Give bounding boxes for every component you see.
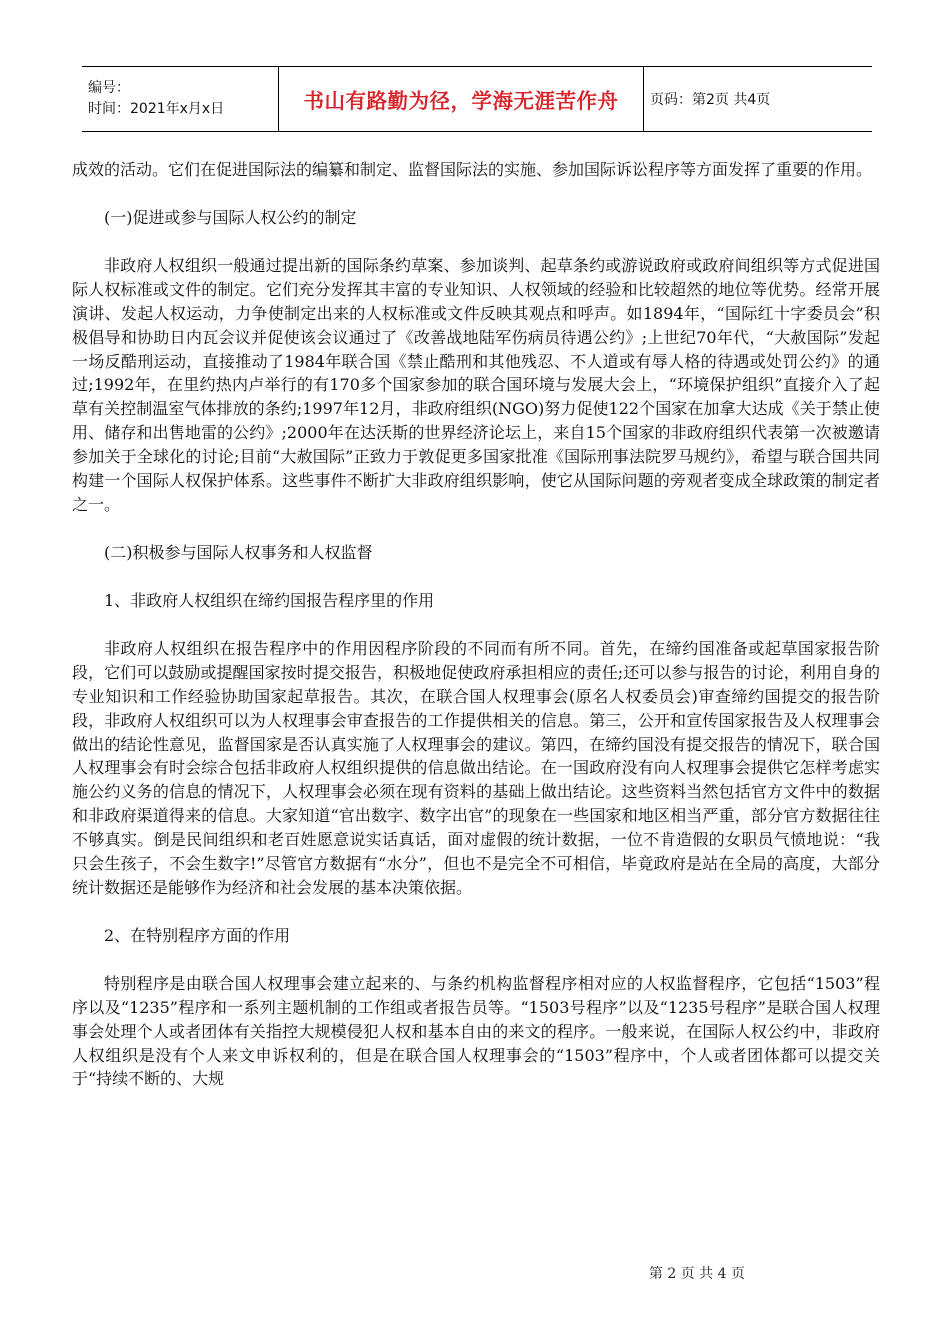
paragraph-reporting-procedure: 非政府人权组织在报告程序中的作用因程序阶段的不同而有所不同。首先，在缔约国准备或起草国家报告阶段，它们可以鼓励或提醒国家按时提交报告，积极地促使政府承担相应的责任;还可以参与报告的讨论，利用自身的专业知识和工作经验协助国家起草报告。其次，在联合国人权理事会(原名人权委员会)审查缔约国提交的报告阶段，非政府人权组织可以为人权理事会审查报告的工作提供相关的信息。第三，公开和宣传国家报告及人权理事会做出的结论性意见，监督国家是否认真实施了人权理事会的建议。第四，在缔约国没有提交报告的情况下，联合国人权理事会有时会综合包括非政府人权组织提供的信息做出结论。在一国政府没有向人权理事会提供它怎样考虑实施公约义务的信息的情况下，人权理事会必须在现有资料的基础上做出结论。这些资料当然包括官方文件中的数据和非政府渠道得来的信息。大家知道“官出数字、数字出官”的现象在一些国家和地区相当严重，部分官方数据往往不够真实。倒是民间组织和老百姓愿意说实话真话，面对虚假的统计数据，一位不肯造假的女职员气愤地说：“我只会生孩子，不会生数字!”尽管官方数据有“水分”，但也不是完全不可相信，毕竟政府是站在全局的高度，大部分统计数据还是能够作为经济和社会发展的基本决策依据。 <box>72 638 880 897</box>
paragraph-treaty-making: 非政府人权组织一般通过提出新的国际条约草案、参加谈判、起草条约或游说政府或政府间组织等方式促进国际人权标准或文件的制定。它们充分发挥其丰富的专业知识、人权领域的经验和比较超然的地位等优势。经常开展演讲、发起人权运动，力争使制定出来的人权标准或文件反映其观点和呼声。如1894年，“国际红十字委员会”积极倡导和协助日内瓦会议并促使该会议通过了《改善战地陆军伤病员待遇公约》;上世纪70年代，“大赦国际”发起一场反酷刑运动，直接推动了1984年联合国《禁止酷刑和其他残忍、不人道或有辱人格的待遇或处罚公约》的通过;1992年，在里约热内卢举行的有170多个国家参加的联合国环境与发展大会上，“环境保护组织”直接介入了起草有关控制温室气体排放的条约;1997年12月，非政府组织(NGO)努力促使122个国家在加拿大达成《关于禁止使用、储存和出售地雷的公约》;2000年在达沃斯的世界经济论坛上，来自15个国家的非政府组织代表第一次被邀请参加关于全球化的讨论;目前“大赦国际”正致力于敦促更多国家批准《国际刑事法院罗马规约》，希望与联合国共同构建一个国际人权保护体系。这些事件不断扩大非政府组织影响，使它从国际问题的旁观者变成全球政策的制定者之一。 <box>72 255 880 514</box>
header-page-number: 页码：第2页 共4页 <box>650 92 771 108</box>
header-motto-cell <box>279 67 644 131</box>
section-heading-1: (一)促进或参与国际人权公约的制定 <box>104 207 357 227</box>
subsection-heading-1: 1、非政府人权组织在缔约国报告程序里的作用 <box>104 590 435 610</box>
header-motto: 书山有路勤为径，学海无涯苦作舟 <box>303 89 619 113</box>
paragraph-special-procedures: 特别程序是由联合国人权理事会建立起来的、与条约机构监督程序相对应的人权监督程序，它包括“1503”程序以及“1235”程序和一系列主题机制的工作组或者报告员等。“1503号程序”以及“1235号程序”是联合国人权理事会处理个人或者团体有关指控大规模侵犯人权和基本自由的来文的程序。一般来说，在国际人权公约中，非政府人权组织是没有个人来文申诉权利的，但是在联合国人权理事会的“1503”程序中，个人或者团体都可以提交关于“持续不断的、大规 <box>72 973 880 1089</box>
section-heading-2: (二)积极参与国际人权事务和人权监督 <box>104 542 373 562</box>
header-meta <box>82 67 279 131</box>
document-number-label: 编号： <box>88 80 130 96</box>
paragraph-continuation: 成效的活动。它们在促进国际法的编纂和制定、监督国际法的实施、参加国际诉讼程序等方面发挥了重要的作用。 <box>72 160 873 179</box>
document-body <box>72 158 880 1091</box>
page-header <box>82 66 872 132</box>
page-footer: 第 2 页 共 4 页 <box>648 1266 745 1282</box>
subsection-heading-2: 2、在特别程序方面的作用 <box>104 925 291 945</box>
document-date-label: 时间：2021年x月x日 <box>88 101 225 117</box>
header-page-cell <box>644 67 872 131</box>
